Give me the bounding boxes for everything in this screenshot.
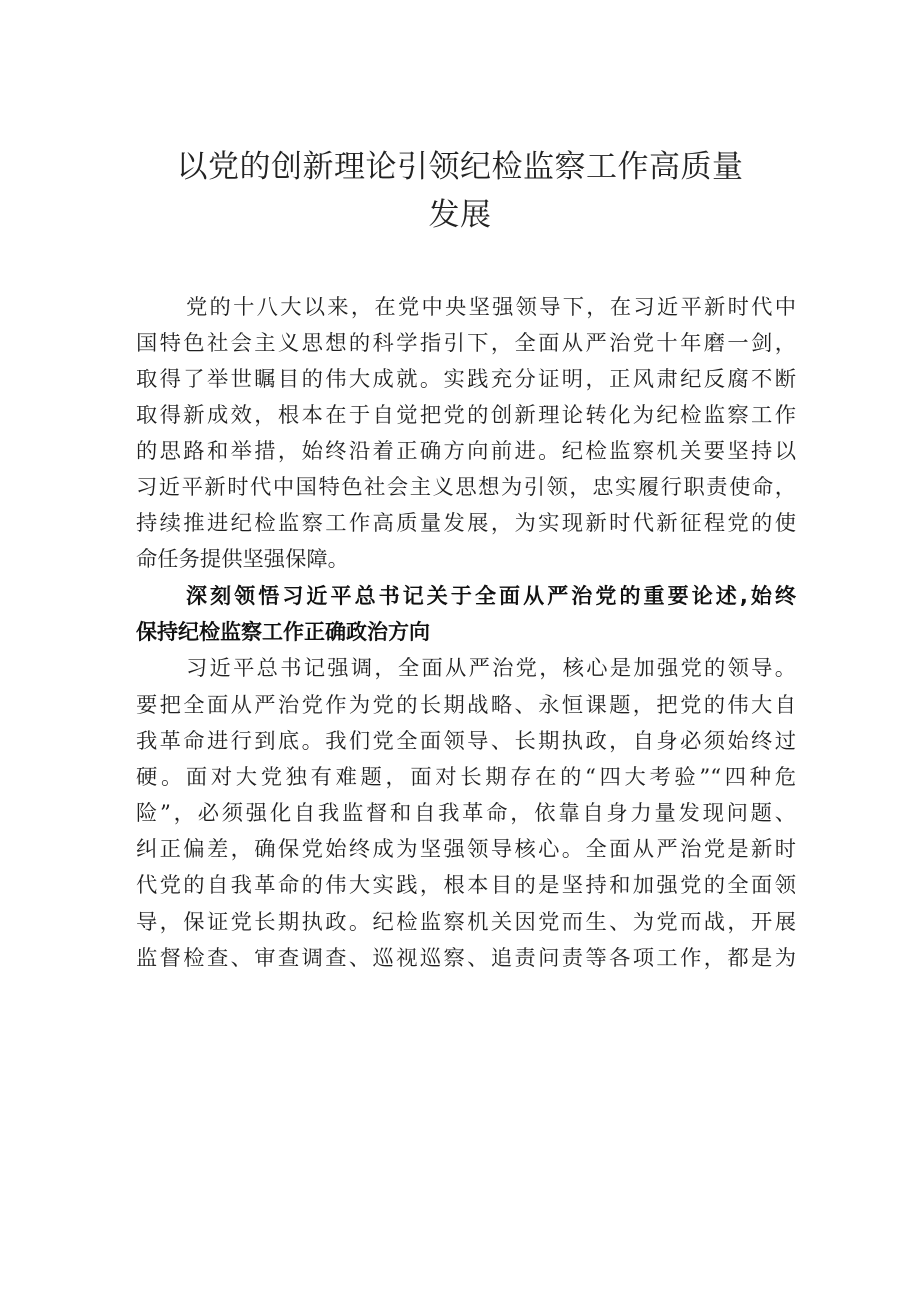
paragraph-2-line-3: 我革命进行到底。我们党全面领导、长期执政，自身必须始终过 bbox=[136, 729, 796, 754]
paragraph-1-line-1: 党的十八大以来，在党中央坚强领导下，在习近平新时代中 bbox=[186, 295, 796, 320]
paragraph-2-line-4: 硬。面对大党独有难题，面对长期存在的“四大考验”“四种危 bbox=[136, 765, 796, 790]
paragraph-1-line-8: 命任务提供坚强保障。 bbox=[136, 547, 349, 572]
paragraph-1-line-3: 取得了举世瞩目的伟大成就。实践充分证明，正风肃纪反腐不断 bbox=[136, 367, 796, 392]
paragraph-1-line-4: 取得新成效，根本在于自觉把党的创新理论转化为纪检监察工作 bbox=[136, 403, 796, 428]
paragraph-1-line-7: 持续推进纪检监察工作高质量发展，为实现新时代新征程党的使 bbox=[136, 511, 796, 536]
paragraph-2-line-2: 要把全面从严治党作为党的长期战略、永恒课题，把党的伟大自 bbox=[136, 693, 796, 718]
paragraph-1-line-2: 国特色社会主义思想的科学指引下，全面从严治党十年磨一剑， bbox=[136, 331, 796, 356]
section-heading-line-1: 深刻领悟习近平总书记关于全面从严治党的重要论述,始终 bbox=[186, 584, 796, 608]
paragraph-2-line-5: 险”，必须强化自我监督和自我革命，依靠自身力量发现问题、 bbox=[136, 801, 796, 826]
paragraph-2-line-6: 纠正偏差，确保党始终成为坚强领导核心。全面从严治党是新时 bbox=[136, 837, 796, 862]
paragraph-2-line-7: 代党的自我革命的伟大实践，根本目的是坚持和加强党的全面领 bbox=[136, 873, 796, 898]
document-title-line-1: 以党的创新理论引领纪检监察工作高质量 bbox=[176, 149, 744, 185]
paragraph-1-line-5: 的思路和举措，始终沿着正确方向前进。纪检监察机关要坚持以 bbox=[136, 439, 796, 464]
paragraph-2-line-1: 习近平总书记强调，全面从严治党，核心是加强党的领导。 bbox=[186, 656, 796, 681]
paragraph-2-line-8: 导，保证党长期执政。纪检监察机关因党而生、为党而战，开展 bbox=[136, 910, 796, 935]
paragraph-1-line-6: 习近平新时代中国特色社会主义思想为引领，忠实履行职责使命， bbox=[136, 475, 796, 500]
paragraph-2-line-9: 监督检查、审查调查、巡视巡察、追责问责等各项工作，都是为 bbox=[136, 946, 796, 971]
document-title-line-2: 发展 bbox=[428, 197, 492, 233]
section-heading-line-2: 保持纪检监察工作正确政治方向 bbox=[136, 620, 430, 644]
